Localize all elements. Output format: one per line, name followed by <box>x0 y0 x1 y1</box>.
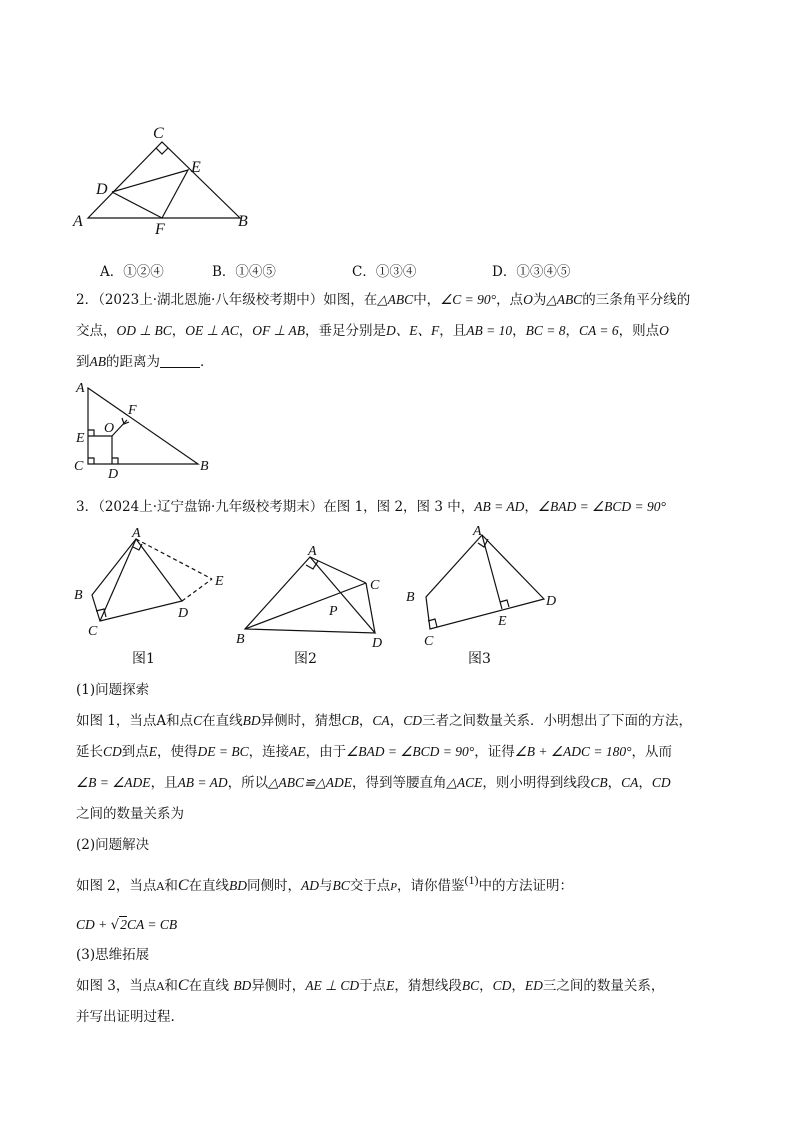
fig1-label-b: B <box>74 588 83 603</box>
part1-line-3 <box>76 773 671 793</box>
fig3-quad <box>426 535 544 629</box>
right-angle-mark-c <box>156 148 168 154</box>
text: 在直线 <box>188 978 230 994</box>
figure-3-svg <box>70 525 570 670</box>
label-e: E <box>191 159 201 176</box>
math-o: O <box>659 323 669 338</box>
figure-2-svg <box>70 378 230 478</box>
text: ， <box>389 713 404 729</box>
text: 到点 <box>121 744 149 760</box>
text: ， <box>524 499 538 515</box>
math-de-bc: DE = BC <box>197 744 249 759</box>
part2-line-1 <box>76 870 573 897</box>
math-ca: CA <box>621 775 639 790</box>
figure-2 <box>70 378 230 478</box>
text: ，使得 <box>157 744 198 760</box>
right-angle-mark-d <box>112 458 118 464</box>
math-ad: AD <box>301 878 320 893</box>
part1-line-2 <box>76 742 672 762</box>
part3-line-2: 并写出证明过程. <box>76 1009 175 1025</box>
text: ，且 <box>439 323 467 339</box>
text: ，从而 <box>631 744 673 760</box>
label-f: F <box>128 403 137 418</box>
math-a: A <box>156 980 165 993</box>
option-a: A．①②④ <box>100 264 164 280</box>
segment-of <box>112 420 127 436</box>
caption-fig3: 图3 <box>468 651 491 667</box>
math-e: E <box>386 978 395 993</box>
text: 中的方法证明： <box>478 878 574 894</box>
option-c: C．①③④ <box>352 264 417 280</box>
figure-3-group <box>70 525 570 670</box>
text: 异侧时，猜想 <box>260 713 342 729</box>
text: ，得到等腰直角 <box>352 775 447 791</box>
text: 如图 2，当点 <box>76 878 157 894</box>
part3-line-1 <box>76 976 664 997</box>
fig2-label-d: D <box>372 636 383 651</box>
triangle-abc <box>88 142 240 218</box>
math-p: P <box>390 881 398 893</box>
math-ab-ad: AB = AD <box>474 499 525 514</box>
math-bd: BD <box>242 713 261 728</box>
text: ，点 <box>496 292 524 308</box>
math-bd: BD <box>229 878 248 893</box>
fig2-seg-bc <box>245 583 366 629</box>
math-e: E <box>148 744 158 759</box>
label-a: A <box>76 381 85 396</box>
label-b: B <box>238 213 248 230</box>
part2-formula <box>76 915 177 935</box>
formula-part-2: CA = CB <box>126 917 178 932</box>
right-angle-mark-e <box>88 430 94 436</box>
label-c: C <box>74 459 84 474</box>
fig1-label-d: D <box>178 606 189 621</box>
math-c: C <box>193 713 203 728</box>
math-cb: CB <box>590 775 608 790</box>
text: ， <box>238 323 253 339</box>
text: 交于点 <box>349 878 391 894</box>
label-a: A <box>73 213 83 230</box>
caption-fig2: 图2 <box>294 651 317 667</box>
q2-line-3 <box>76 352 214 372</box>
math-angles: ∠BAD = ∠BCD = 90° <box>537 499 666 514</box>
label-c: C <box>153 125 164 142</box>
fig3-label-e: E <box>498 614 507 629</box>
label-o: O <box>104 421 115 436</box>
fig2-label-a: A <box>308 544 317 559</box>
text: 三者之间数量关系．小明想出了下面的方法， <box>421 713 692 729</box>
math-a: A <box>156 713 167 729</box>
math-od: OD ⊥ BC <box>116 323 172 338</box>
part2-heading: (2)问题解决 <box>76 837 150 853</box>
math-ab-ad: AB = AD <box>177 775 228 790</box>
option-b: B．①④⑤ <box>212 264 276 280</box>
text: ，由于 <box>305 744 347 760</box>
text: 如图 3，当点 <box>76 978 157 994</box>
math-cd: CD <box>492 978 512 993</box>
fig2-seg-ac <box>310 557 366 583</box>
answer-options <box>100 260 660 280</box>
fig2-right-angle-a <box>306 561 318 569</box>
text: ，所以 <box>227 775 269 791</box>
text: ，连接 <box>248 744 290 760</box>
text: ， <box>512 323 526 339</box>
q2-line-1 <box>76 290 690 310</box>
figure-1-svg <box>70 120 270 240</box>
label-d: D <box>96 181 108 198</box>
math-bc: BC = 8 <box>525 323 566 338</box>
math-bc: BC <box>461 978 480 993</box>
answer-blank[interactable] <box>160 353 200 368</box>
math-bd: BD <box>233 978 252 993</box>
text: 中， <box>413 292 441 308</box>
label-d: D <box>108 467 119 478</box>
math-sum-180: ∠B + ∠ADC = 180° <box>514 744 632 759</box>
triangle-def <box>112 170 188 218</box>
fig1-label-e: E <box>215 574 224 589</box>
text: ， <box>565 323 580 339</box>
figure-1 <box>70 120 270 240</box>
math-ae-cd: AE ⊥ CD <box>305 978 360 993</box>
q2-line-2 <box>76 321 669 341</box>
math-cd: CD <box>651 775 671 790</box>
text: 在图 1，图 2，图 3 中， <box>323 499 475 515</box>
math-angle-c: ∠C = 90° <box>440 292 497 307</box>
fig3-label-b: B <box>406 590 415 605</box>
math-ace: △ACE <box>446 775 483 790</box>
math-c: C <box>177 877 189 894</box>
option-d: D．①③④⑤ <box>492 264 571 280</box>
math-of: OF ⊥ AB <box>252 323 306 338</box>
text: ， <box>171 323 186 339</box>
q2-source: （2023上·湖北恩施·八年级校考期中） <box>98 292 324 308</box>
fig2-label-c: C <box>370 578 380 593</box>
q3-number: 3． <box>76 499 99 515</box>
text: ， <box>358 713 373 729</box>
text: 同侧时， <box>247 878 302 894</box>
q2-number: 2． <box>76 292 99 308</box>
math-bc: BC <box>332 878 350 893</box>
text: 三之间的数量关系， <box>542 978 665 994</box>
math-tri-abc: △ABC <box>546 292 583 307</box>
math-congruence: △ABC≌△ADE <box>268 775 352 790</box>
text: ，则点 <box>618 323 660 339</box>
fig3-label-d: D <box>546 594 557 609</box>
text: 在直线 <box>188 878 230 894</box>
text: 为 <box>532 292 547 308</box>
fig3-label-c: C <box>424 634 434 649</box>
text: 在直线 <box>202 713 243 729</box>
text: 交点， <box>76 323 117 339</box>
math-ae: AE <box>289 744 306 759</box>
label-e: E <box>76 431 85 446</box>
math-c: C <box>177 977 189 994</box>
math-cd: CD <box>103 744 122 759</box>
text: ， <box>479 978 493 994</box>
text: 和 <box>164 978 178 994</box>
text: ，请你借鉴 <box>397 878 465 894</box>
part1-line-4: 之间的数量关系为 <box>76 806 184 822</box>
text: ， <box>607 775 622 791</box>
text: ， <box>511 978 525 994</box>
label-f: F <box>155 221 165 238</box>
math-b-ade: ∠B = ∠ADE <box>76 775 151 790</box>
math-tri-abc: △ABC <box>377 292 414 307</box>
text: ，猜想线段 <box>394 978 462 994</box>
q3-line-1 <box>76 497 666 517</box>
fig1-label-a: A <box>132 526 141 541</box>
text: 和 <box>164 878 178 894</box>
text: ，且 <box>150 775 178 791</box>
math-cb: CB <box>341 713 359 728</box>
text: ． <box>200 354 214 370</box>
formula-radicand: 2 <box>120 917 127 932</box>
part1-line-1 <box>76 711 692 731</box>
math-ed: ED <box>524 978 543 993</box>
sqrt-sign: √ <box>110 917 120 933</box>
fig1-dashed-de <box>182 579 212 601</box>
math-ab: AB <box>89 354 106 369</box>
math-o: O <box>523 292 533 307</box>
math-cd: CD <box>403 713 422 728</box>
math-bad-bcd: ∠BAD = ∠BCD = 90° <box>346 744 475 759</box>
text: 于点 <box>359 978 387 994</box>
text: ， <box>638 775 652 791</box>
right-angle-mark-c <box>88 458 94 464</box>
q3-source: （2024上·辽宁盘锦·九年级校考期末） <box>98 499 324 515</box>
text: 如图，在 <box>323 292 378 308</box>
fig1-label-c: C <box>88 624 98 639</box>
formula-part-1: CD + <box>76 917 111 932</box>
text: 延长 <box>76 744 103 760</box>
fig3-label-a: A <box>473 525 482 539</box>
text: 异侧时， <box>251 978 306 994</box>
text: 的距离为 <box>106 354 160 370</box>
math-def: D、E、F <box>386 323 440 338</box>
caption-fig1: 图1 <box>132 651 155 667</box>
math-oe: OE ⊥ AC <box>185 323 239 338</box>
label-b: B <box>200 459 209 474</box>
text: 到 <box>76 354 90 370</box>
fig1-dashed-ae <box>136 539 212 579</box>
math-ca: CA = 6 <box>579 323 619 338</box>
text: ，则小明得到线段 <box>482 775 591 791</box>
text: 的三条角平分线的 <box>582 292 691 308</box>
fig2-label-b: B <box>236 632 245 647</box>
fig1-diag-ac <box>100 539 136 621</box>
text: 与 <box>319 878 333 894</box>
math-a: A <box>156 880 165 893</box>
reference-part-1: (1) <box>464 873 479 887</box>
text: 如图 1，当点 <box>76 713 157 729</box>
text: ，垂足分别是 <box>305 323 387 339</box>
text: 和点 <box>166 713 194 729</box>
part1-heading: (1)问题探索 <box>76 682 150 698</box>
part3-heading: (3)思维拓展 <box>76 947 150 963</box>
math-ca: CA <box>372 713 390 728</box>
math-ab: AB = 10 <box>466 323 513 338</box>
text: ，证得 <box>474 744 515 760</box>
fig2-label-p: P <box>329 604 338 619</box>
